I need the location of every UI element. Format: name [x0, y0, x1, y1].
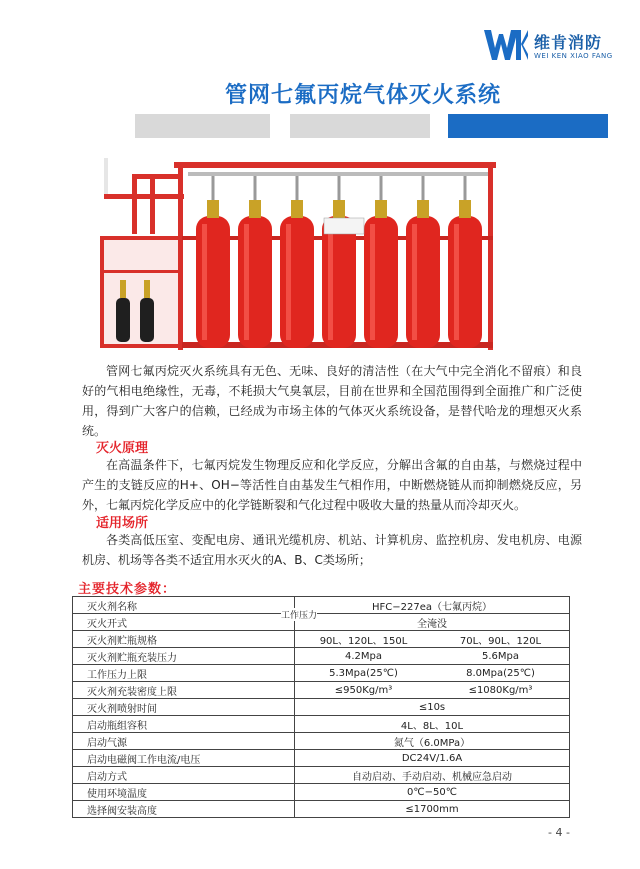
- spec-value: 自动启动、手动启动、机械应急启动: [352, 771, 512, 783]
- spec-value: DC24V/1.6A: [401, 752, 463, 764]
- spec-name: 启动瓶组容积: [73, 716, 295, 733]
- spec-value-right: ≤1080Kg/m³: [468, 684, 533, 696]
- spec-value-left: 5.3Mpa(25℃): [329, 667, 398, 679]
- spec-heading: 主要技术参数：: [78, 582, 177, 597]
- table-row: [73, 648, 570, 665]
- table-row: [73, 733, 570, 750]
- page-title: 管网七氟丙烷气体灭火系统: [225, 83, 502, 108]
- table-row: [73, 750, 570, 767]
- spec-value: ≤1700mm: [405, 803, 459, 815]
- spec-value: 全淹没: [417, 618, 447, 630]
- page-number: - 4 -: [548, 826, 570, 839]
- spec-name: 灭火剂充装密度上限: [73, 682, 295, 699]
- spec-table: [72, 596, 570, 818]
- table-row: [73, 784, 570, 801]
- table-row: [73, 767, 570, 784]
- table-row: [73, 665, 570, 682]
- spec-value: 4L、8L、10L: [400, 720, 464, 732]
- spec-name: 灭火剂贮瓶规格: [73, 631, 295, 648]
- spec-name: 工作压力上限: [73, 665, 295, 682]
- product-photo: [92, 150, 502, 350]
- wk-logo-icon: [484, 30, 528, 60]
- spec-name: 选择阀安装高度: [73, 801, 295, 818]
- table-row: [73, 597, 570, 614]
- table-row: [73, 614, 570, 631]
- spec-value-left: ≤950Kg/m³: [334, 684, 393, 696]
- spec-name: 使用环境温度: [73, 784, 295, 801]
- spec-name: 灭火开式: [73, 614, 295, 631]
- spec-name: 启动方式: [73, 767, 295, 784]
- table-row: [73, 699, 570, 716]
- section-heading-applications: 适用场所: [96, 516, 149, 531]
- section-text-applications: 各类高低压室、变配电房、通讯光缆机房、机站、计算机房、监控机房、发电机房、电源机房、机场等各类不适宜用水灭火的A、B、C类场所；: [82, 533, 582, 567]
- spec-value-right: 70L、90L、120L: [459, 635, 542, 647]
- table-row: [73, 631, 570, 648]
- table-row: [73, 682, 570, 699]
- spec-value-right: 5.6Mpa: [481, 650, 519, 662]
- spec-value: HFC−227ea（七氟丙烷）: [372, 601, 492, 613]
- spec-name: 启动电磁阀工作电流/电压: [73, 750, 295, 767]
- brand-name-en: WEI KEN XIAO FANG: [534, 52, 613, 60]
- table-row: [73, 716, 570, 733]
- brand-name-cn: 维肯消防: [534, 33, 603, 52]
- spec-name: 灭火剂名称: [73, 597, 295, 614]
- spec-value-left: 90L、120L、150L: [319, 635, 408, 647]
- title-bar-accent: [448, 114, 608, 138]
- spec-name: 灭火剂贮瓶充装压力: [73, 648, 295, 665]
- spec-value: 0℃−50℃: [407, 786, 457, 798]
- spec-value-left: 4.2Mpa: [344, 650, 382, 662]
- spec-note: 工作压力: [281, 608, 317, 621]
- brand-logo: [484, 28, 624, 68]
- spec-value: 氮气（6.0MPa）: [393, 737, 471, 749]
- spec-value: ≤10s: [418, 701, 446, 713]
- intro-paragraph: 管网七氟丙烷灭火系统具有无色、无味、良好的清洁性（在大气中完全消化不留痕）和良好的气相电绝缘性，无毒，不耗损大气臭氧层，目前在世界和全国范围得到全面推广和广泛使用，得到广大客户的信赖，已经成为市场主体的气体灭火系统设备，是替代哈龙的理想灭火系统。: [82, 364, 582, 438]
- section-text-principle: 在高温条件下，七氟丙烷发生物理反应和化学反应，分解出含氟的自由基，与燃烧过程中产生的支链反应的H+、OH−等活性自由基发生气相作用，中断燃烧链从而抑制燃烧反应，另外，七氟丙烷化学反应中的化学链断裂和气化过程中吸收大量的热量从而冷却灭火。: [82, 458, 582, 512]
- title-bar-segment: [135, 114, 270, 138]
- spec-name: 灭火剂喷射时间: [73, 699, 295, 716]
- table-row: [73, 801, 570, 818]
- section-heading-principle: 灭火原理: [96, 441, 149, 456]
- spec-value-right: 8.0Mpa(25℃): [466, 667, 535, 679]
- title-bar-segment: [290, 114, 430, 138]
- spec-name: 启动气源: [73, 733, 295, 750]
